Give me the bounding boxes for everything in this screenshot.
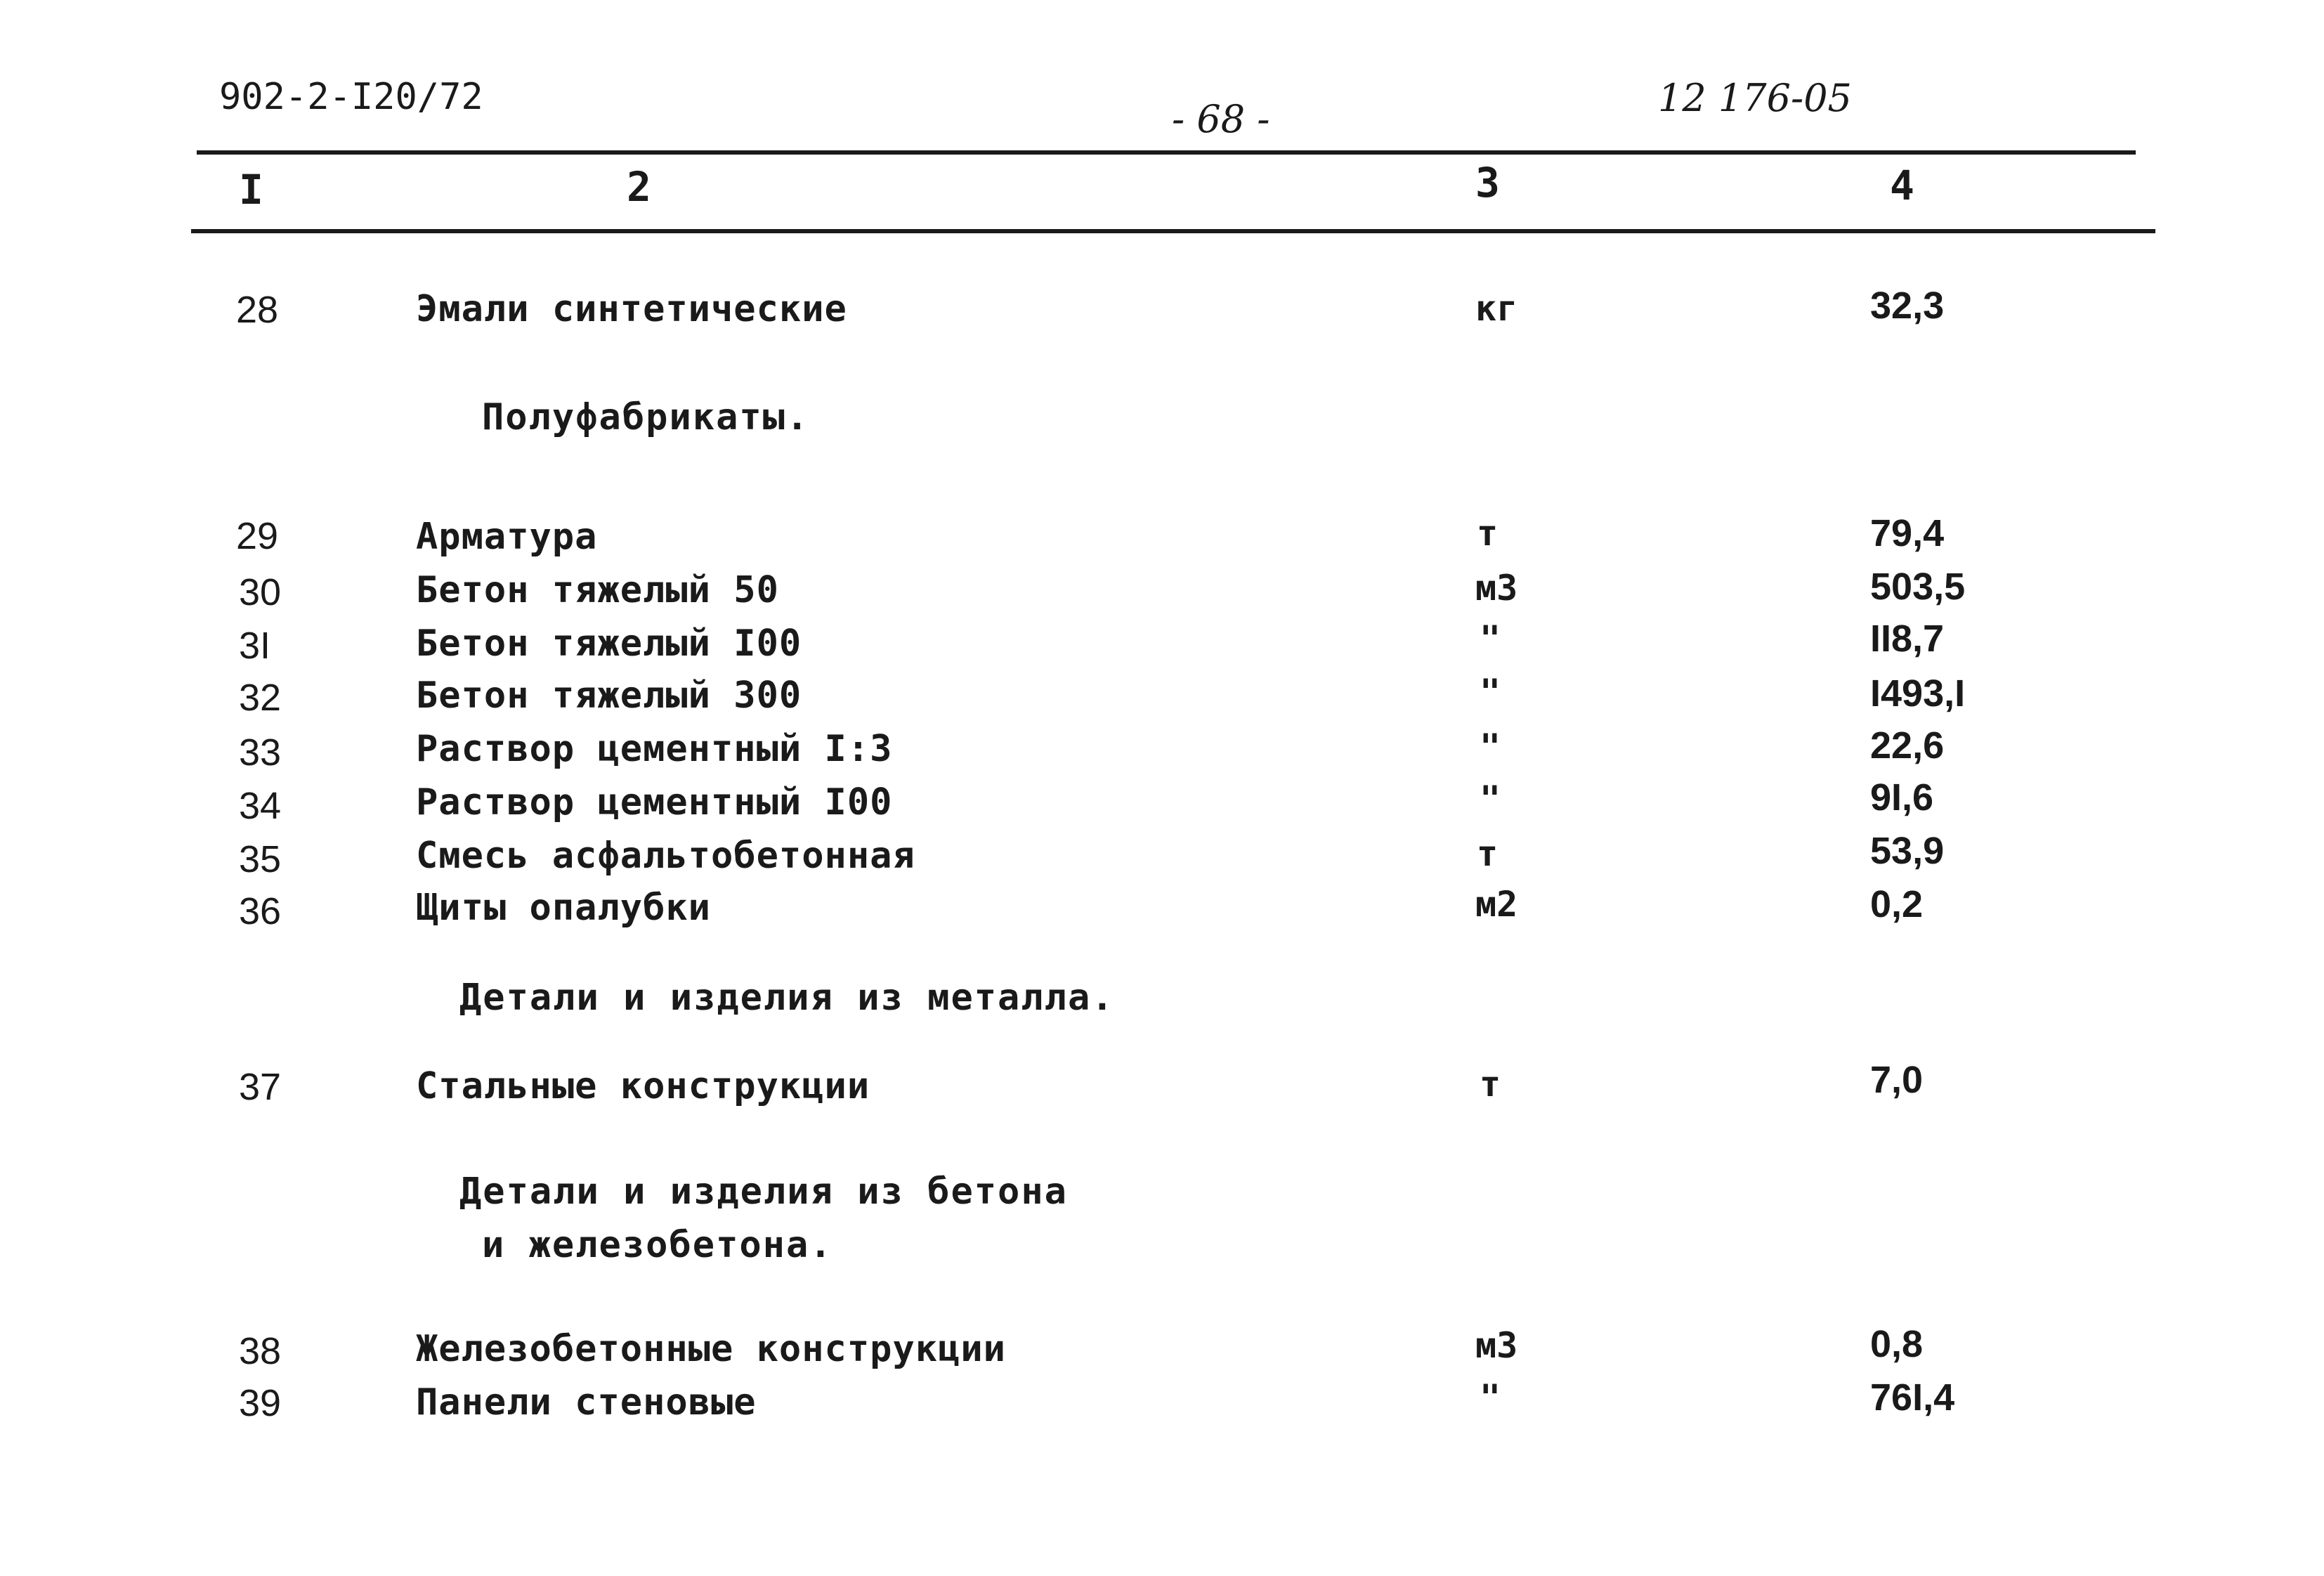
row-name: Смесь асфальтобетонная xyxy=(416,835,915,877)
row-value: 0,2 xyxy=(1870,883,1924,925)
row-unit: " xyxy=(1480,1377,1501,1418)
table-top-rule xyxy=(197,150,2136,155)
row-value: 22,6 xyxy=(1870,724,1945,767)
row-unit: т xyxy=(1480,1064,1501,1105)
row-number: 39 xyxy=(239,1382,282,1424)
row-value: 9I,6 xyxy=(1870,776,1934,819)
row-number: 38 xyxy=(239,1330,282,1372)
row-name: Бетон тяжелый 300 xyxy=(416,675,802,717)
row-number: 29 xyxy=(236,515,279,557)
row-unit: м3 xyxy=(1475,1325,1518,1366)
row-number: 3I xyxy=(239,625,271,667)
row-name: Железобетонные конструкции xyxy=(416,1328,1006,1370)
row-number: 32 xyxy=(239,677,282,719)
row-unit: т xyxy=(1477,513,1499,554)
row-name: Щиты опалубки xyxy=(416,887,711,929)
row-value: 7,0 xyxy=(1870,1059,1924,1101)
row-value: 503,5 xyxy=(1870,566,1966,608)
row-unit: " xyxy=(1480,779,1501,819)
row-name: Бетон тяжелый I00 xyxy=(416,623,802,665)
column-header-2: 2 xyxy=(627,163,651,211)
row-value: 32,3 xyxy=(1870,285,1945,327)
row-name: Раствор цементный I00 xyxy=(416,781,893,823)
row-name: Панели стеновые xyxy=(416,1381,757,1424)
row-value: 79,4 xyxy=(1870,512,1945,554)
row-value: II8,7 xyxy=(1870,618,1945,660)
row-name: Раствор цементный I:3 xyxy=(416,728,893,770)
section-heading: Детали и изделия из бетона xyxy=(459,1171,1068,1213)
column-header-1: I xyxy=(239,166,263,214)
row-unit: м2 xyxy=(1475,884,1518,925)
row-name: Эмали синтетические xyxy=(416,288,847,330)
document-code: 902-2-I20/72 xyxy=(219,76,483,118)
column-header-3: 3 xyxy=(1475,159,1500,207)
row-unit: кг xyxy=(1475,288,1518,329)
row-unit: т xyxy=(1477,833,1499,874)
row-unit: " xyxy=(1480,727,1501,767)
section-heading: Полуфабрикаты. xyxy=(482,396,810,438)
row-number: 36 xyxy=(239,890,282,932)
page-number: - 68 - xyxy=(1172,97,1270,141)
row-name: Арматура xyxy=(416,516,598,558)
row-number: 33 xyxy=(239,731,282,774)
row-number: 30 xyxy=(239,571,282,613)
row-name: Бетон тяжелый 50 xyxy=(416,569,779,611)
section-heading-continued: и железобетона. xyxy=(482,1224,833,1266)
row-number: 37 xyxy=(239,1066,282,1108)
section-heading: Детали и изделия из металла. xyxy=(459,977,1115,1019)
table-header-rule xyxy=(191,229,2155,233)
row-value: I493,I xyxy=(1870,672,1966,715)
row-unit: " xyxy=(1480,618,1501,659)
column-header-4: 4 xyxy=(1890,162,1914,209)
row-value: 76I,4 xyxy=(1870,1376,1955,1419)
row-number: 28 xyxy=(236,289,279,331)
row-unit: " xyxy=(1480,672,1501,712)
archive-number: 12 176-05 xyxy=(1658,76,1852,120)
row-number: 35 xyxy=(239,838,282,880)
row-unit: м3 xyxy=(1475,568,1518,608)
row-value: 0,8 xyxy=(1870,1323,1924,1365)
row-number: 34 xyxy=(239,785,282,827)
row-value: 53,9 xyxy=(1870,830,1945,872)
row-name: Стальные конструкции xyxy=(416,1065,870,1107)
